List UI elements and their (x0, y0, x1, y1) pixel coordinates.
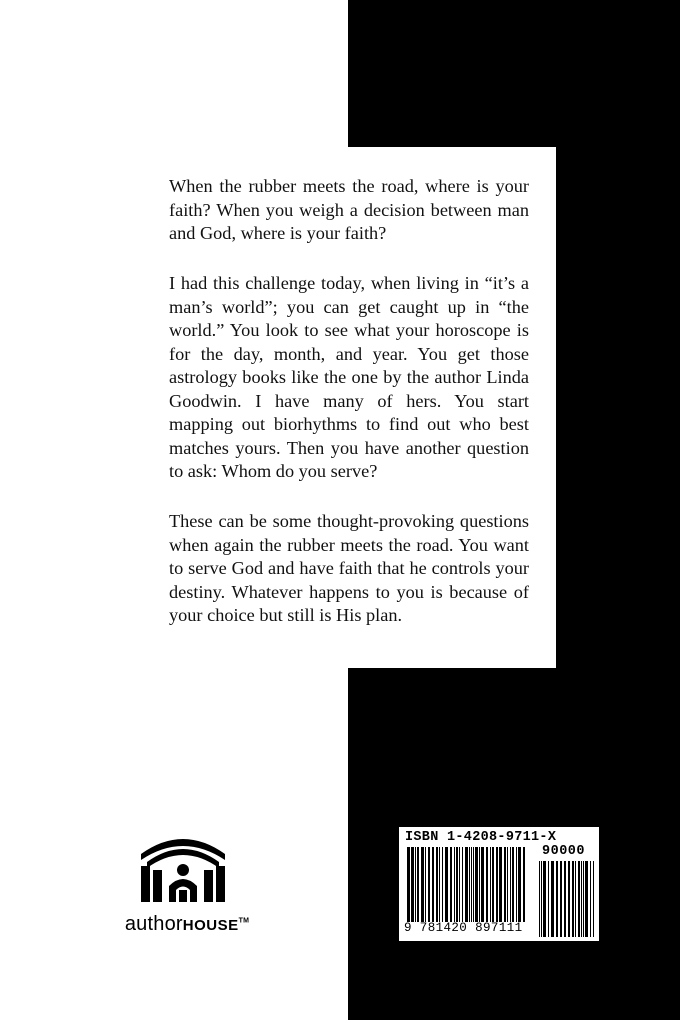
publisher-name-author: author (124, 913, 183, 935)
blurb-paragraph-3: These can be some thought-provoking questions when again the rubber meets the road. You want to serve God and have faith that he controls your destiny. Whatever happens to you is because of your choice but still is His plan. (169, 511, 529, 625)
publisher-logo (112, 836, 262, 936)
blurb-paragraph-1: When the rubber meets the road, where is your faith? When you weigh a decision between man and God, where is your faith? (169, 176, 529, 243)
authorhouse-building-icon (139, 836, 227, 904)
price-code: 90000 (542, 844, 586, 859)
publisher-name-house: HOUSE (182, 917, 239, 934)
blurb-panel (132, 147, 556, 668)
publisher-wordmark (112, 913, 262, 936)
trademark-symbol: TM (238, 917, 250, 925)
barcode-panel (399, 827, 599, 941)
isbn-label: ISBN 1-4208-9711-X (405, 830, 557, 845)
blurb-paragraph-2: I had this challenge today, when living in “it’s a man’s world”; you can get caught up in “the world.” You look to see what your horoscope is for the day, month, and year. You get those astrology books like the one by the author Linda Goodwin. I have many of hers. You start mapping out biorhythms to find out who best matches yours. Then you have another question to ask: Whom do you serve? (169, 273, 529, 481)
barcode-digits: 9 781420 897111 (404, 921, 523, 935)
